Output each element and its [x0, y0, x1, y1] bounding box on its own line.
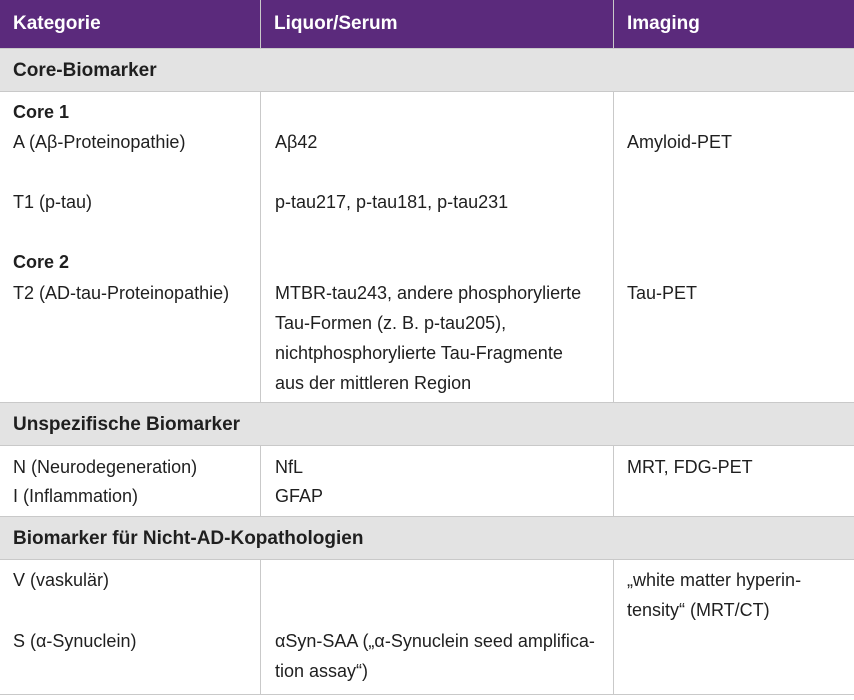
row-i-fluid: GFAP [275, 486, 324, 506]
section-non-ad-biomarker: Biomarker für Nicht-AD-Kopathologien [0, 516, 854, 560]
row-t2-imaging: Tau-PET [627, 283, 698, 303]
divider [260, 446, 261, 516]
section-unspecific-biomarker: Unspezifische Biomarker [0, 402, 854, 446]
divider [613, 92, 614, 402]
core2-title: Core 2 [13, 252, 70, 272]
row-n-label: N (Neurodegeneration) [13, 457, 198, 477]
header-kategorie: Kategorie [0, 0, 261, 48]
row-s-fluid-line: tion assay“) [275, 661, 369, 681]
divider [613, 446, 614, 516]
row-n-fluid: NfL [275, 457, 304, 477]
divider [260, 92, 261, 402]
row-t2-fluid-line: MTBR-tau243, andere phosphorylierte [275, 283, 582, 303]
row-s-fluid-line: αSyn-SAA („α-Synuclein seed amplifica- [275, 631, 595, 651]
row-n-imaging: MRT, FDG-PET [627, 457, 753, 477]
header-liquor-serum: Liquor/Serum [261, 0, 614, 48]
divider [260, 560, 261, 694]
divider [613, 560, 614, 694]
core1-title: Core 1 [13, 102, 70, 122]
row-v-imaging-line: tensity“ (MRT/CT) [627, 600, 770, 620]
row-t2-fluid-line: nichtphosphorylierte Tau-Fragmente [275, 343, 563, 363]
header-imaging: Imaging [614, 0, 854, 48]
row-t2-fluid-line: aus der mittleren Region [275, 373, 472, 393]
row-a-label: A (Aβ-Proteinopathie) [13, 132, 186, 152]
row-t2-label: T2 (AD-tau-Proteinopathie) [13, 283, 230, 303]
row-i-label: I (Inflammation) [13, 486, 139, 506]
section-core-biomarker: Core-Biomarker [0, 48, 854, 92]
row-s-label: S (α-Synuclein) [13, 631, 137, 651]
row-t1-label: T1 (p-tau) [13, 192, 93, 212]
row-a-imaging: Amyloid-PET [627, 132, 733, 152]
row-v-label: V (vaskulär) [13, 570, 110, 590]
row-v-imaging-line: „white matter hyperin- [627, 570, 802, 590]
table-bottom-border [0, 694, 854, 695]
row-t1-fluid: p-tau217, p-tau181, p-tau231 [275, 192, 509, 212]
row-t2-fluid-line: Tau-Formen (z. B. p-tau205), [275, 313, 507, 333]
row-a-fluid: Aβ42 [275, 132, 318, 152]
